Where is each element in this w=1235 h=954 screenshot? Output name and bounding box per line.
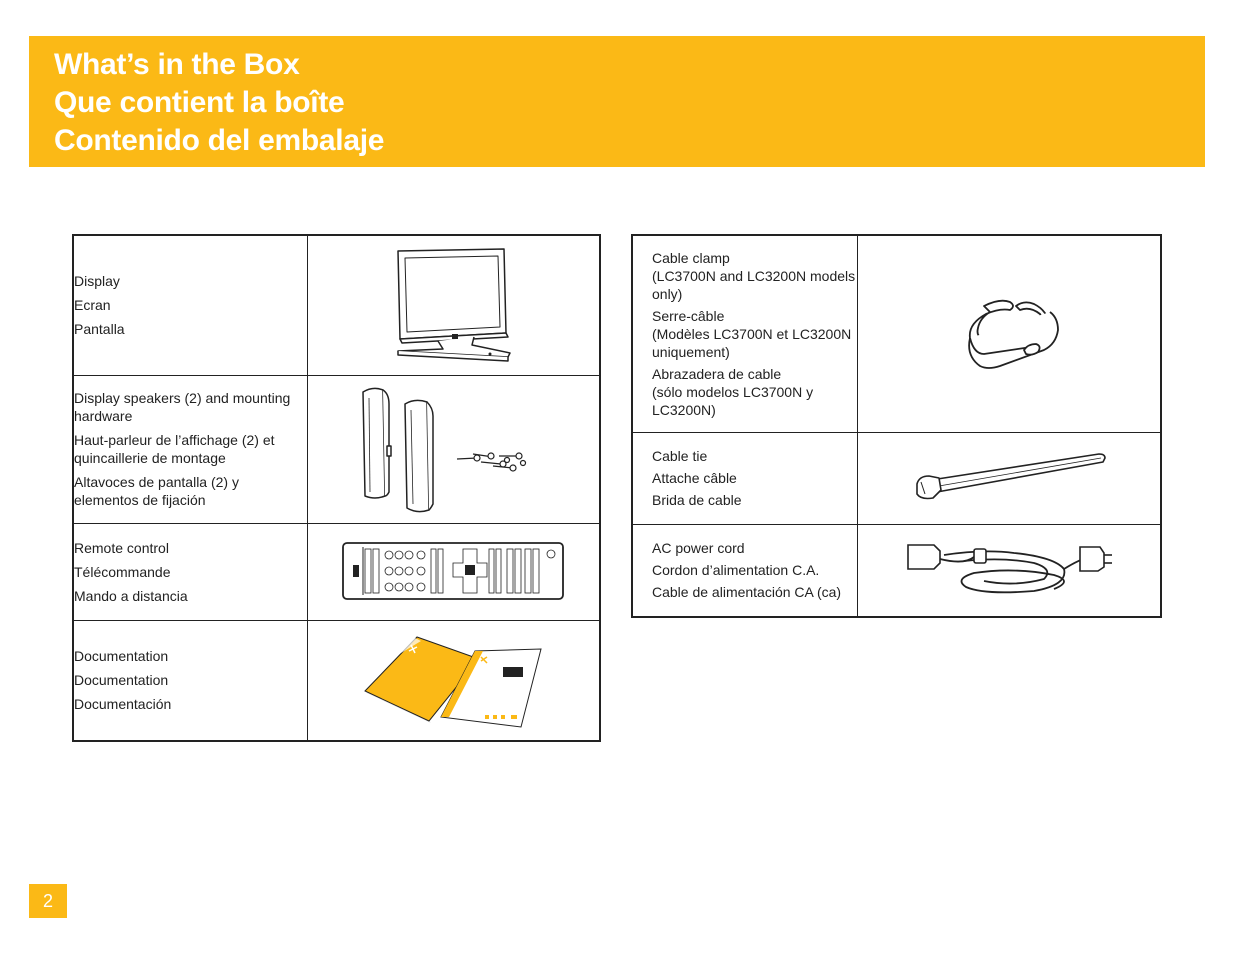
item-description: Display speakers (2) and mounting hardware Haut-parleur de l’affichage (2) et quincaillerie de montage Altavoces de pantalla (2) y elementos de fijación <box>73 375 307 523</box>
item-illustration-cell <box>307 523 600 620</box>
title-french: Que contient la boîte <box>54 86 345 119</box>
display-icon <box>388 245 518 365</box>
item-illustration-cell <box>307 375 600 523</box>
remote-control-icon <box>341 541 565 603</box>
item-description: Documentation Documentation Documentación <box>73 620 307 741</box>
table-row <box>632 432 1161 524</box>
speakers-icon <box>353 384 553 514</box>
table-row <box>73 375 600 523</box>
item-description: Cable clamp (LC3700N and LC3200N models only) Serre-câble (Modèles LC3700N et LC3200N uniquement) Abrazadera de cable (sólo modelos LC3700N y LC3200N) <box>632 235 857 432</box>
item-description: Display Ecran Pantalla <box>73 235 307 375</box>
item-description: AC power cord Cordon d’alimentation C.A. Cable de alimentación CA (ca) <box>632 524 857 617</box>
contents-table-left <box>72 234 601 742</box>
item-illustration-cell <box>307 620 600 741</box>
item-illustration-cell <box>857 235 1161 432</box>
title-english: What’s in the Box <box>54 48 300 81</box>
header-banner <box>29 36 1205 167</box>
item-description: Cable tie Attache câble Brida de cable <box>632 432 857 524</box>
contents-table-right <box>631 234 1162 618</box>
table-row <box>632 524 1161 617</box>
page-number: 2 <box>29 884 67 918</box>
item-illustration-cell <box>857 524 1161 617</box>
table-row <box>632 235 1161 432</box>
title-spanish: Contenido del embalaje <box>54 124 385 157</box>
item-illustration-cell <box>307 235 600 375</box>
table-row <box>73 620 600 741</box>
documentation-icon <box>361 631 546 729</box>
power-cord-icon <box>904 535 1114 605</box>
item-illustration-cell <box>857 432 1161 524</box>
cable-clamp-icon <box>954 294 1064 374</box>
item-description: Remote control Télécommande Mando a distancia <box>73 523 307 620</box>
table-row <box>73 523 600 620</box>
table-row <box>73 235 600 375</box>
cable-tie-icon <box>909 448 1109 508</box>
